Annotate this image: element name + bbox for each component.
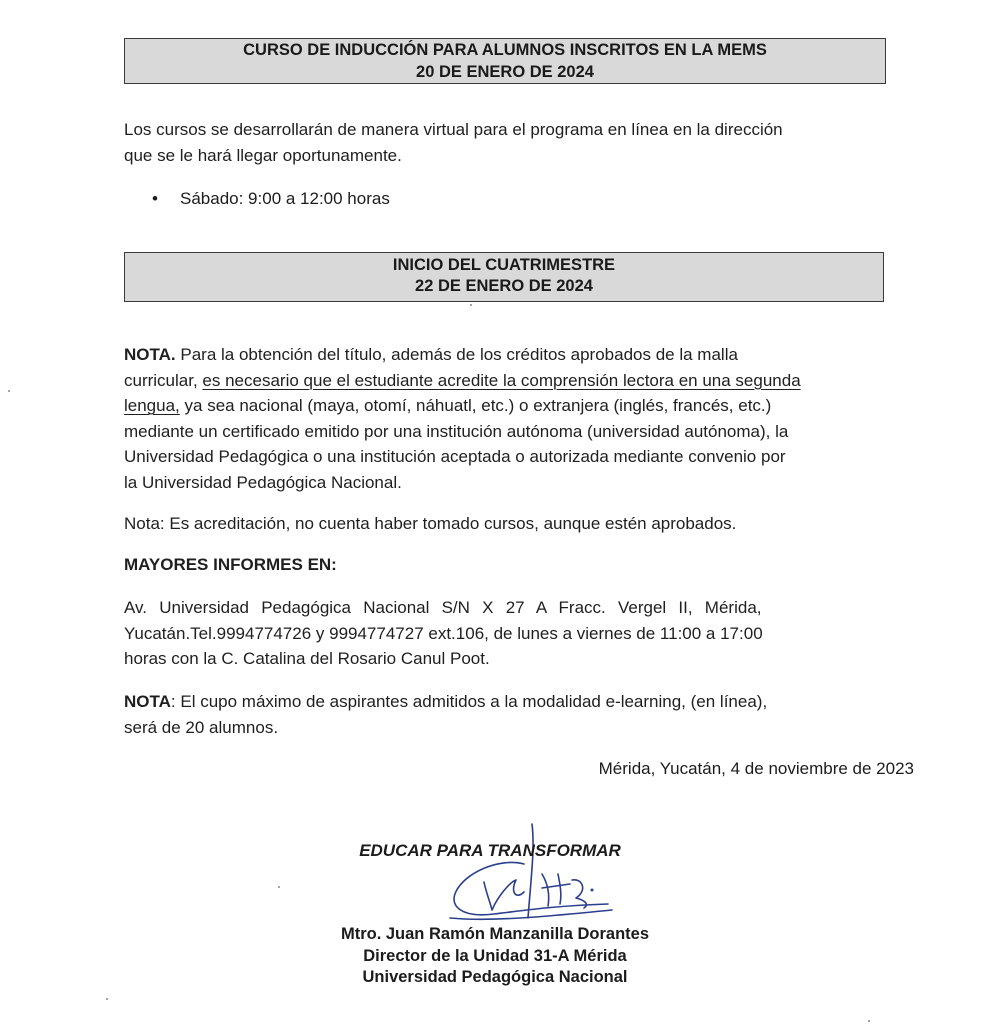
scan-speck (278, 886, 280, 888)
intro-line: que se le hará llegar oportunamente. (124, 145, 402, 165)
nota-text: curricular, (124, 370, 198, 390)
nota-label: NOTA (124, 692, 171, 711)
nota-text: Para la obtención del título, además de los créditos aprobados de la malla (180, 345, 738, 364)
nota-label: NOTA. (124, 345, 176, 364)
nota-line: mediante un certificado emitido por una institución autónoma (universidad autónoma), la (124, 421, 789, 441)
term-start-banner (124, 252, 884, 302)
scan-speck (868, 1020, 870, 1022)
induction-course-date: 20 DE ENERO DE 2024 (416, 63, 594, 81)
scan-speck (106, 998, 108, 1000)
scan-speck (470, 304, 472, 306)
nota-accreditation: Nota: Es acreditación, no cuenta haber tomado cursos, aunque estén aprobados. (124, 514, 737, 533)
place-date: Mérida, Yucatán, 4 de noviembre de 2023 (598, 759, 914, 778)
nota-line (124, 342, 886, 368)
motto: EDUCAR PARA TRANSFORMAR (359, 841, 621, 860)
bullet-icon: • (152, 189, 158, 208)
signer-title: Director de la Unidad 31-A Mérida (363, 946, 627, 965)
signature-icon (432, 818, 622, 936)
scan-speck (8, 390, 10, 392)
term-start-title: INICIO DEL CUATRIMESTRE (392, 256, 616, 274)
nota-line (124, 393, 886, 419)
term-start-date: 22 DE ENERO DE 2024 (415, 277, 593, 295)
nota-text: ya sea nacional (maya, otomí, náhuatl, etc.) o extranjera (inglés, francés, etc.) (184, 396, 772, 415)
intro-paragraph (124, 117, 886, 168)
nota-capacity-line (124, 689, 886, 715)
informes-heading: MAYORES INFORMES EN: (124, 555, 337, 574)
informes-line: Yucatán.Tel.9994774726 y 9994774727 ext.106, de lunes a viernes de 11:00 a 17:00 (124, 623, 763, 643)
signer-institution: Universidad Pedagógica Nacional (362, 968, 628, 986)
schedule-text: Sábado: 9:00 a 12:00 horas (180, 189, 390, 208)
informes-paragraph (124, 595, 886, 672)
signer-block (0, 924, 1000, 989)
intro-line: Los cursos se desarrollarán de manera virtual para el programa en línea en la dirección (124, 120, 783, 139)
nota-capacity-line: será de 20 alumnos. (124, 717, 279, 737)
informes-line: Av. Universidad Pedagógica Nacional S/N X 27 A Fracc. Vergel II, Mérida, (124, 598, 762, 617)
nota-underlined-text: es necesario que el estudiante acredite la comprensión lectora en una segunda (202, 370, 801, 390)
nota-line: la Universidad Pedagógica Nacional. (124, 472, 402, 492)
nota-line (124, 368, 886, 394)
schedule-bullet (152, 186, 390, 211)
nota-line: Universidad Pedagógica o una institución aceptada o autorizada mediante convenio por (124, 447, 786, 466)
signer-name: Mtro. Juan Ramón Manzanilla Dorantes (340, 925, 650, 943)
informes-line: horas con la C. Catalina del Rosario Canul Poot. (124, 649, 490, 668)
induction-course-title: CURSO DE INDUCCIÓN PARA ALUMNOS INSCRITOS EN LA MEMS (243, 41, 767, 59)
nota-title-requirement (124, 342, 886, 495)
nota-text: : El cupo máximo de aspirantes admitidos a la modalidad e-learning, (en línea), (170, 692, 768, 711)
induction-course-banner (124, 38, 886, 84)
nota-capacity (124, 689, 886, 740)
nota-underlined-text: lengua, (124, 396, 180, 415)
